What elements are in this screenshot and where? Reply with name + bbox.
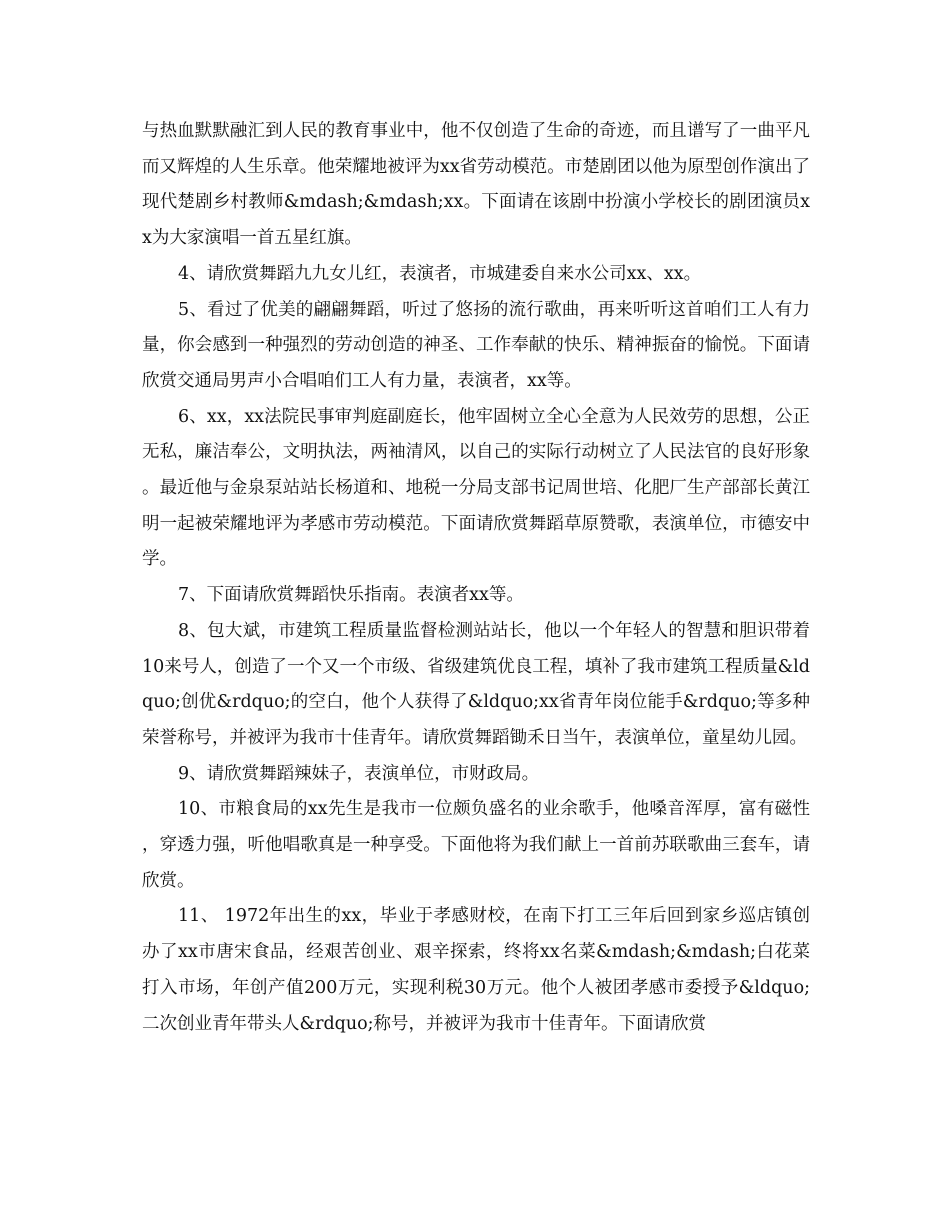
paragraph-item-5: 5、看过了优美的翩翩舞蹈，听过了悠扬的流行歌曲，再来听听这首咱们工人有力量，你会感到一种强烈的劳动创造的神圣、工作奉献的快乐、精神振奋的愉悦。下面请欣赏交通局男声小合唱咱们工人有力量，表演者，xx等。 [142,299,810,391]
paragraph-item-6: 6、xx，xx法院民事审判庭副庭长，他牢固树立全心全意为人民效劳的思想，公正无私，廉洁奉公，文明执法，两袖清风，以自己的实际行动树立了人民法官的良好形象。最近他与金泉泵站站长杨道和、地税一分局支部书记周世培、化肥厂生产部部长黄江明一起被荣耀地评为孝感市劳动模范。下面请欣赏舞蹈草原赞歌，表演单位，市德安中学。 [142,406,810,570]
paragraph-item-11: 11、 1972年出生的xx，毕业于孝感财校，在南下打工三年后回到家乡巡店镇创办了xx市唐宋食品，经艰苦创业、艰辛探索，终将xx名菜&mdash;&mdash;白花菜打入市场，年创产值200万元，实现利税30万元。他个人被团孝感市委授予&ldquo;二次创业青年带头人&rdquo;称号，并被评为我市十佳青年。下面请欣赏 [142,906,810,1034]
paragraph-item-9: 9、请欣赏舞蹈辣妹子，表演单位，市财政局。 [178,763,540,784]
paragraph-item-4: 4、请欣赏舞蹈九九女儿红，表演者，市城建委自来水公司xx、xx。 [178,263,702,284]
paragraph-item-7: 7、下面请欣赏舞蹈快乐指南。表演者xx等。 [178,585,524,606]
document-page [142,114,810,1042]
paragraph-continued: 与热血默默融汇到人民的教育事业中，他不仅创造了生命的奇迹，而且谱写了一曲平凡而又辉煌的人生乐章。他荣耀地被评为xx省劳动模范。市楚剧团以他为原型创作演出了现代楚剧乡村教师&mdash;&mdash;xx。下面请在该剧中扮演小学校长的剧团演员xx为大家演唱一首五星红旗。 [142,121,810,249]
paragraph-item-10: 10、市粮食局的xx先生是我市一位颇负盛名的业余歌手，他嗓音浑厚，富有磁性，穿透力强，听他唱歌真是一种享受。下面他将为我们献上一首前苏联歌曲三套车，请欣赏。 [142,799,810,891]
paragraph-item-8: 8、包大斌，市建筑工程质量监督检测站站长，他以一个年轻人的智慧和胆识带着10来号人，创造了一个又一个市级、省级建筑优良工程，填补了我市建筑工程质量&ldquo;创优&rdquo;的空白，他个人获得了&ldquo;xx省青年岗位能手&rdquo;等多种荣誉称号，并被评为我市十佳青年。请欣赏舞蹈锄禾日当午，表演单位，童星幼儿园。 [142,620,810,748]
